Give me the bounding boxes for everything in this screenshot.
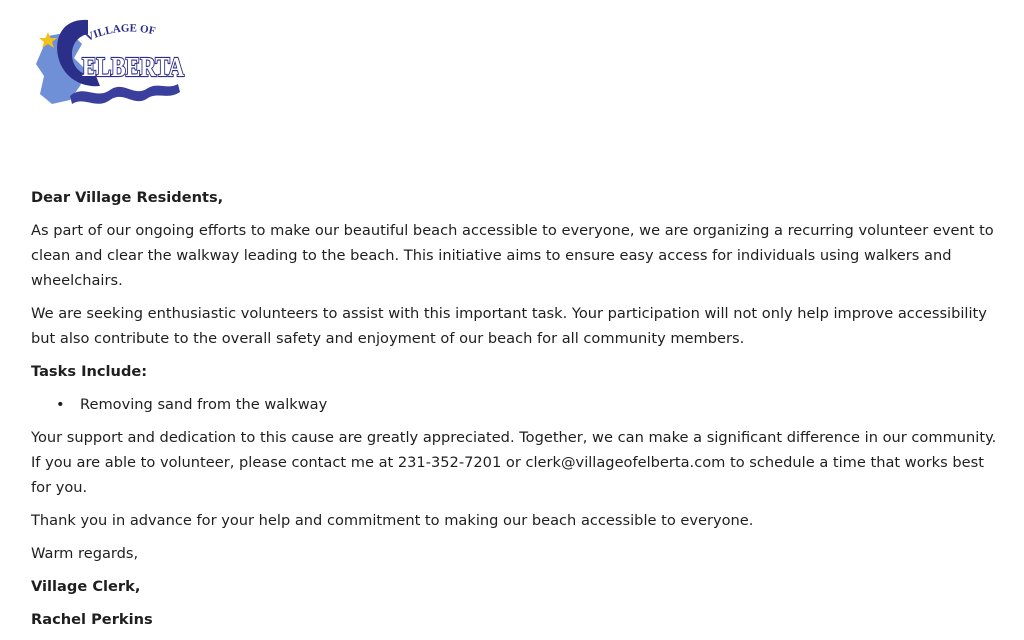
- tasks-list: [31, 392, 1006, 417]
- list-item: [56, 392, 1006, 417]
- paragraph-volunteers: We are seeking enthusiastic volunteers to assist with this important task. Your participation will not only help improve accessibility but also contribute to the overall safety and enjoyment of our beach for all community members.: [31, 305, 987, 347]
- logo-graphic: [30, 14, 190, 108]
- paragraph-intro: As part of our ongoing efforts to make our beautiful beach accessible to everyone, we are organizing a recurring volunteer event to clean and clear the walkway leading to the beach. This initiative aims to ensure easy access for individuals using walkers and wheelchairs.: [31, 222, 994, 289]
- closing: Warm regards,: [31, 545, 139, 562]
- salutation: Dear Village Residents,: [31, 189, 224, 206]
- signer-name: Rachel Perkins: [31, 611, 153, 628]
- signer-title: Village Clerk,: [31, 578, 141, 595]
- wave-graphic: [70, 84, 180, 104]
- paragraph-contact: Your support and dedication to this cause are greatly appreciated. Together, we can make a significant difference in our community. If you are able to volunteer, please contact me at 231-352-7201 or clerk@villageofelberta.com to schedule a time that works best for you.: [31, 429, 997, 496]
- logo-main-text: ELBERTA: [82, 52, 185, 82]
- letter-body: [31, 185, 1006, 640]
- tasks-heading: Tasks Include:: [31, 363, 148, 380]
- logo-top-text: VILLAGE OF: [84, 22, 157, 44]
- task-text: Removing sand from the walkway: [80, 396, 328, 413]
- village-of-elberta-logo: [30, 14, 190, 108]
- bullet-icon: •: [56, 396, 65, 413]
- paragraph-thanks: Thank you in advance for your help and commitment to making our beach accessible to everyone.: [31, 512, 754, 529]
